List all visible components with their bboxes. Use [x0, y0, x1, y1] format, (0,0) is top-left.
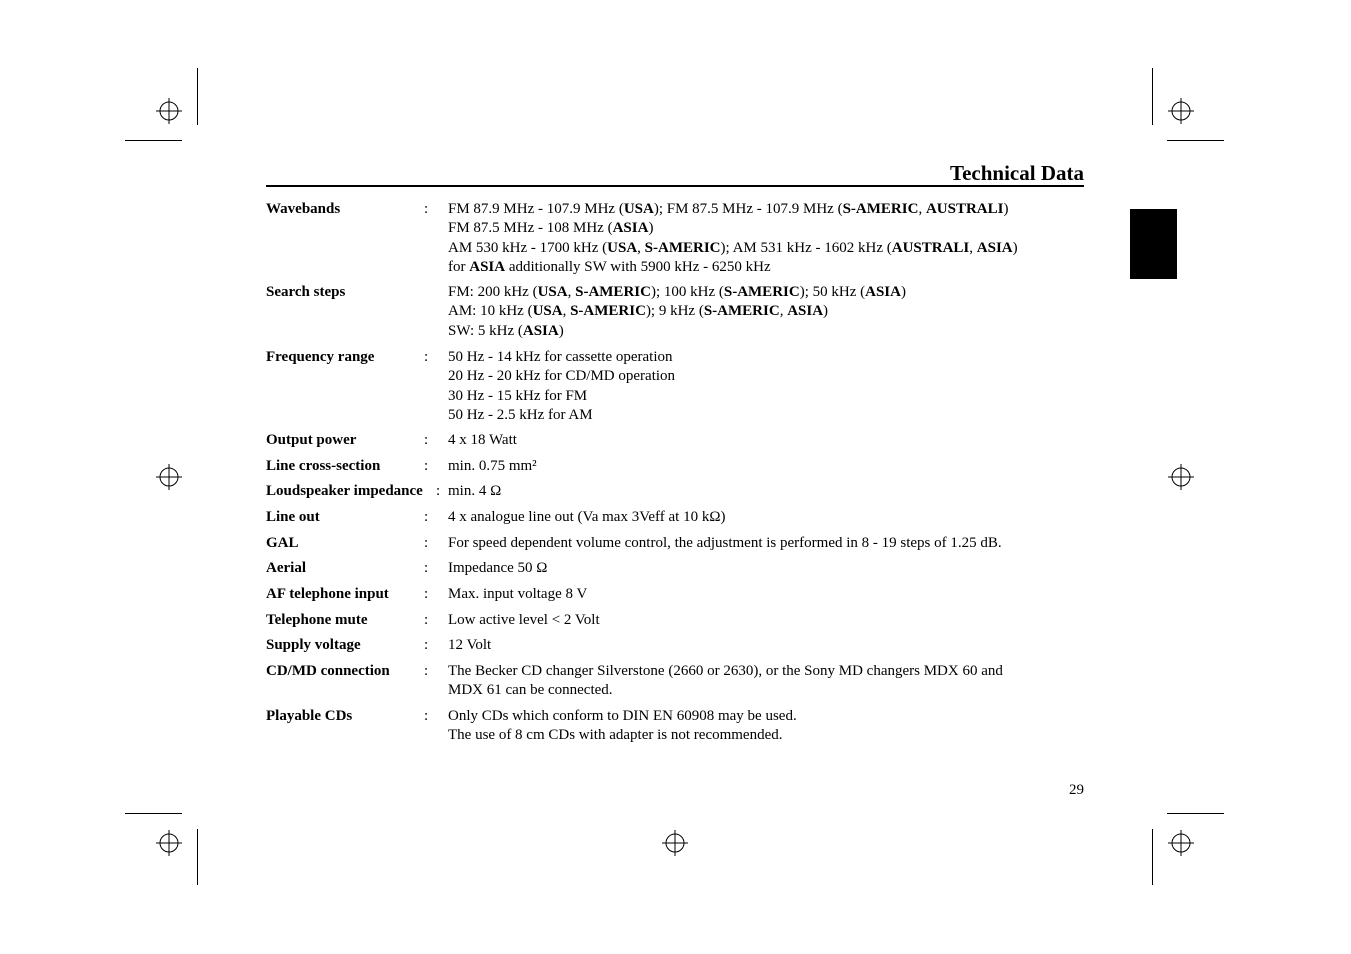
spec-value-line: for ASIA additionally SW with 5900 kHz - 6250 kHz	[448, 258, 771, 275]
spec-value	[448, 348, 1088, 425]
spec-value-line: AM: 10 kHz (USA, S-AMERIC); 9 kHz (S-AMERIC, ASIA)	[448, 303, 829, 320]
spec-value-line: For speed dependent volume control, the adjustment is performed in 8 - 19 steps of 1.25 dB.	[448, 535, 1002, 551]
spec-value-line: MDX 61 can be connected.	[448, 682, 613, 699]
spec-value-line: Impedance 50 Ω	[448, 560, 548, 576]
crop-mark	[1167, 140, 1224, 141]
spec-value-line: 12 Volt	[448, 637, 492, 653]
spec-label: AF telephone input	[266, 586, 389, 602]
spec-value-line: FM 87.5 MHz - 108 MHz (ASIA)	[448, 220, 654, 237]
spec-value-line: Only CDs which conform to DIN EN 60908 may be used.	[448, 708, 797, 724]
spec-value	[448, 707, 1088, 746]
spec-value	[448, 200, 1088, 277]
spec-value	[448, 508, 1088, 527]
spec-value	[448, 611, 1088, 630]
spec-value	[448, 662, 1088, 701]
spec-colon: :	[436, 483, 441, 499]
registration-mark-icon	[1168, 98, 1194, 124]
spec-value	[448, 431, 1088, 450]
spec-label: Loudspeaker impedance	[266, 483, 423, 499]
spec-colon: :	[424, 612, 429, 628]
spec-value	[448, 559, 1088, 578]
chapter-tab	[1130, 209, 1177, 279]
spec-value-line: 50 Hz - 14 kHz for cassette operation	[448, 349, 673, 365]
spec-value-line: SW: 5 kHz (ASIA)	[448, 322, 564, 339]
crop-mark	[1152, 829, 1153, 885]
spec-value-line: 4 x analogue line out (Va max 3Veff at 10 kΩ)	[448, 509, 726, 525]
spec-label: Search steps	[266, 284, 346, 300]
spec-label: Telephone mute	[266, 612, 368, 628]
spec-value-line: 20 Hz - 20 kHz for CD/MD operation	[448, 368, 676, 385]
spec-value-line: 30 Hz - 15 kHz for FM	[448, 387, 588, 404]
spec-colon: :	[424, 586, 429, 602]
registration-mark-icon	[1168, 830, 1194, 856]
registration-mark-icon	[156, 464, 182, 490]
spec-value	[448, 457, 1088, 476]
spec-label: Line out	[266, 509, 320, 525]
spec-label: GAL	[266, 535, 299, 551]
spec-value	[448, 534, 1088, 553]
spec-value-line: AM 530 kHz - 1700 kHz (USA, S-AMERIC); AM 531 kHz - 1602 kHz (AUSTRALI, ASIA)	[448, 239, 1018, 256]
spec-value-line: FM: 200 kHz (USA, S-AMERIC); 100 kHz (S-AMERIC); 50 kHz (ASIA)	[448, 284, 906, 300]
spec-colon: :	[424, 458, 429, 474]
spec-colon: :	[424, 432, 429, 448]
crop-mark	[125, 813, 182, 814]
spec-value-line: FM 87.9 MHz - 107.9 MHz (USA); FM 87.5 MHz - 107.9 MHz (S-AMERIC, AUSTRALI)	[448, 201, 1009, 217]
title-rule	[266, 185, 1084, 187]
crop-mark	[197, 68, 198, 125]
spec-value-line: The use of 8 cm CDs with adapter is not recommended.	[448, 727, 783, 744]
spec-value-line: min. 0.75 mm²	[448, 458, 537, 474]
spec-value	[448, 283, 1088, 341]
crop-mark	[1167, 813, 1224, 814]
spec-value-line: Low active level < 2 Volt	[448, 612, 600, 628]
registration-mark-icon	[1168, 464, 1194, 490]
spec-value	[448, 585, 1088, 604]
crop-mark	[1152, 68, 1153, 125]
spec-label: Line cross-section	[266, 458, 381, 474]
spec-label: Wavebands	[266, 201, 341, 217]
spec-value-line: The Becker CD changer Silverstone (2660 or 2630), or the Sony MD changers MDX 60 and	[448, 663, 1003, 679]
spec-colon: :	[424, 663, 429, 679]
page-title: Technical Data	[950, 161, 1084, 185]
registration-mark-icon	[156, 98, 182, 124]
spec-colon: :	[424, 349, 429, 365]
spec-value-line: 50 Hz - 2.5 kHz for AM	[448, 406, 593, 423]
spec-label: Supply voltage	[266, 637, 361, 653]
spec-colon: :	[424, 201, 429, 217]
registration-mark-icon	[156, 830, 182, 856]
spec-label: Playable CDs	[266, 708, 353, 724]
spec-label: CD/MD connection	[266, 663, 390, 679]
crop-mark	[125, 140, 182, 141]
spec-label: Frequency range	[266, 349, 375, 365]
page-number: 29	[1069, 782, 1084, 798]
spec-colon: :	[424, 637, 429, 653]
spec-colon: :	[424, 708, 429, 724]
spec-colon: :	[424, 535, 429, 551]
spec-label: Output power	[266, 432, 357, 448]
spec-value-line: 4 x 18 Watt	[448, 432, 517, 448]
spec-label: Aerial	[266, 560, 306, 576]
spec-value-line: Max. input voltage 8 V	[448, 586, 588, 602]
crop-mark	[197, 829, 198, 885]
registration-mark-icon	[662, 830, 688, 856]
spec-value	[448, 636, 1088, 655]
spec-colon: :	[424, 509, 429, 525]
spec-colon: :	[424, 560, 429, 576]
spec-value-line: min. 4 Ω	[448, 483, 502, 499]
spec-value	[448, 482, 1088, 501]
